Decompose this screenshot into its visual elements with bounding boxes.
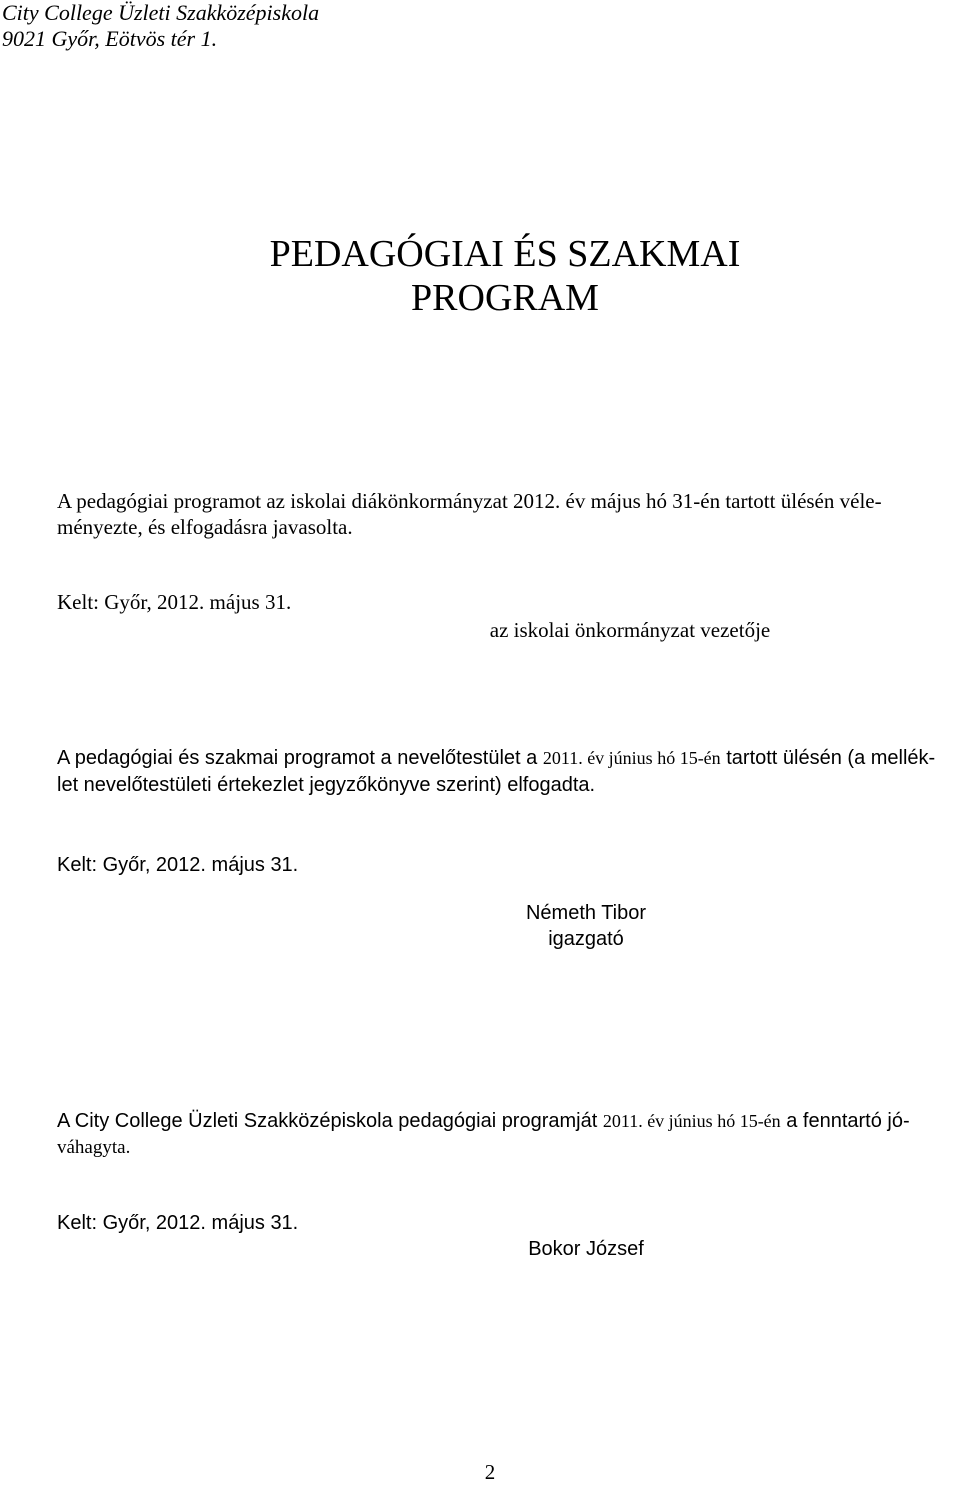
page-number: 2 (484, 1460, 496, 1484)
section3-date-inline: 2011. év június hó 15-én (602, 1111, 781, 1131)
section1-signatory-role: az iskolai önkormányzat vezetője (489, 618, 771, 642)
document-title-line2: PROGRAM (411, 277, 599, 319)
section3-signatory-name: Bokor József (528, 1238, 644, 1260)
section1-paragraph-line1: A pedagógiai programot az iskolai diákönkormányzat 2012. év május hó 31-én tartott ülésén véle- (57, 489, 882, 513)
section3-paragraph-line1 (57, 1108, 954, 1134)
section1-paragraph-line2: ményezte, és elfogadásra javasolta. (57, 515, 353, 539)
section2-paragraph-line2: let nevelőtestületi értekezlet jegyzőkönyve szerint) elfogadta. (57, 774, 596, 796)
section2-text-c: tartott ülésén (a mellék- (726, 747, 936, 769)
section1-date: Kelt: Győr, 2012. május 31. (57, 590, 292, 614)
section3-paragraph-line2: váhagyta. (57, 1137, 131, 1158)
section2-date-inline: 2011. év június hó 15-én (542, 748, 721, 768)
section2-signatory-role: igazgató (548, 928, 624, 950)
section3-date: Kelt: Győr, 2012. május 31. (57, 1212, 299, 1234)
document-title-line1: PEDAGÓGIAI ÉS SZAKMAI (269, 233, 741, 275)
section2-signatory-name: Németh Tibor (525, 902, 647, 924)
section2-date: Kelt: Győr, 2012. május 31. (57, 854, 299, 876)
section2-paragraph-line1 (57, 745, 954, 771)
section3-text-a: A City College Üzleti Szakközépiskola pedagógiai programját (57, 1110, 598, 1132)
section2-text-a: A pedagógiai és szakmai programot a nevelőtestület a (57, 747, 538, 769)
school-name: City College Üzleti Szakközépiskola (2, 0, 320, 25)
section3-text-c: a fenntartó jó- (786, 1110, 910, 1132)
school-address: 9021 Győr, Eötvös tér 1. (2, 26, 218, 51)
